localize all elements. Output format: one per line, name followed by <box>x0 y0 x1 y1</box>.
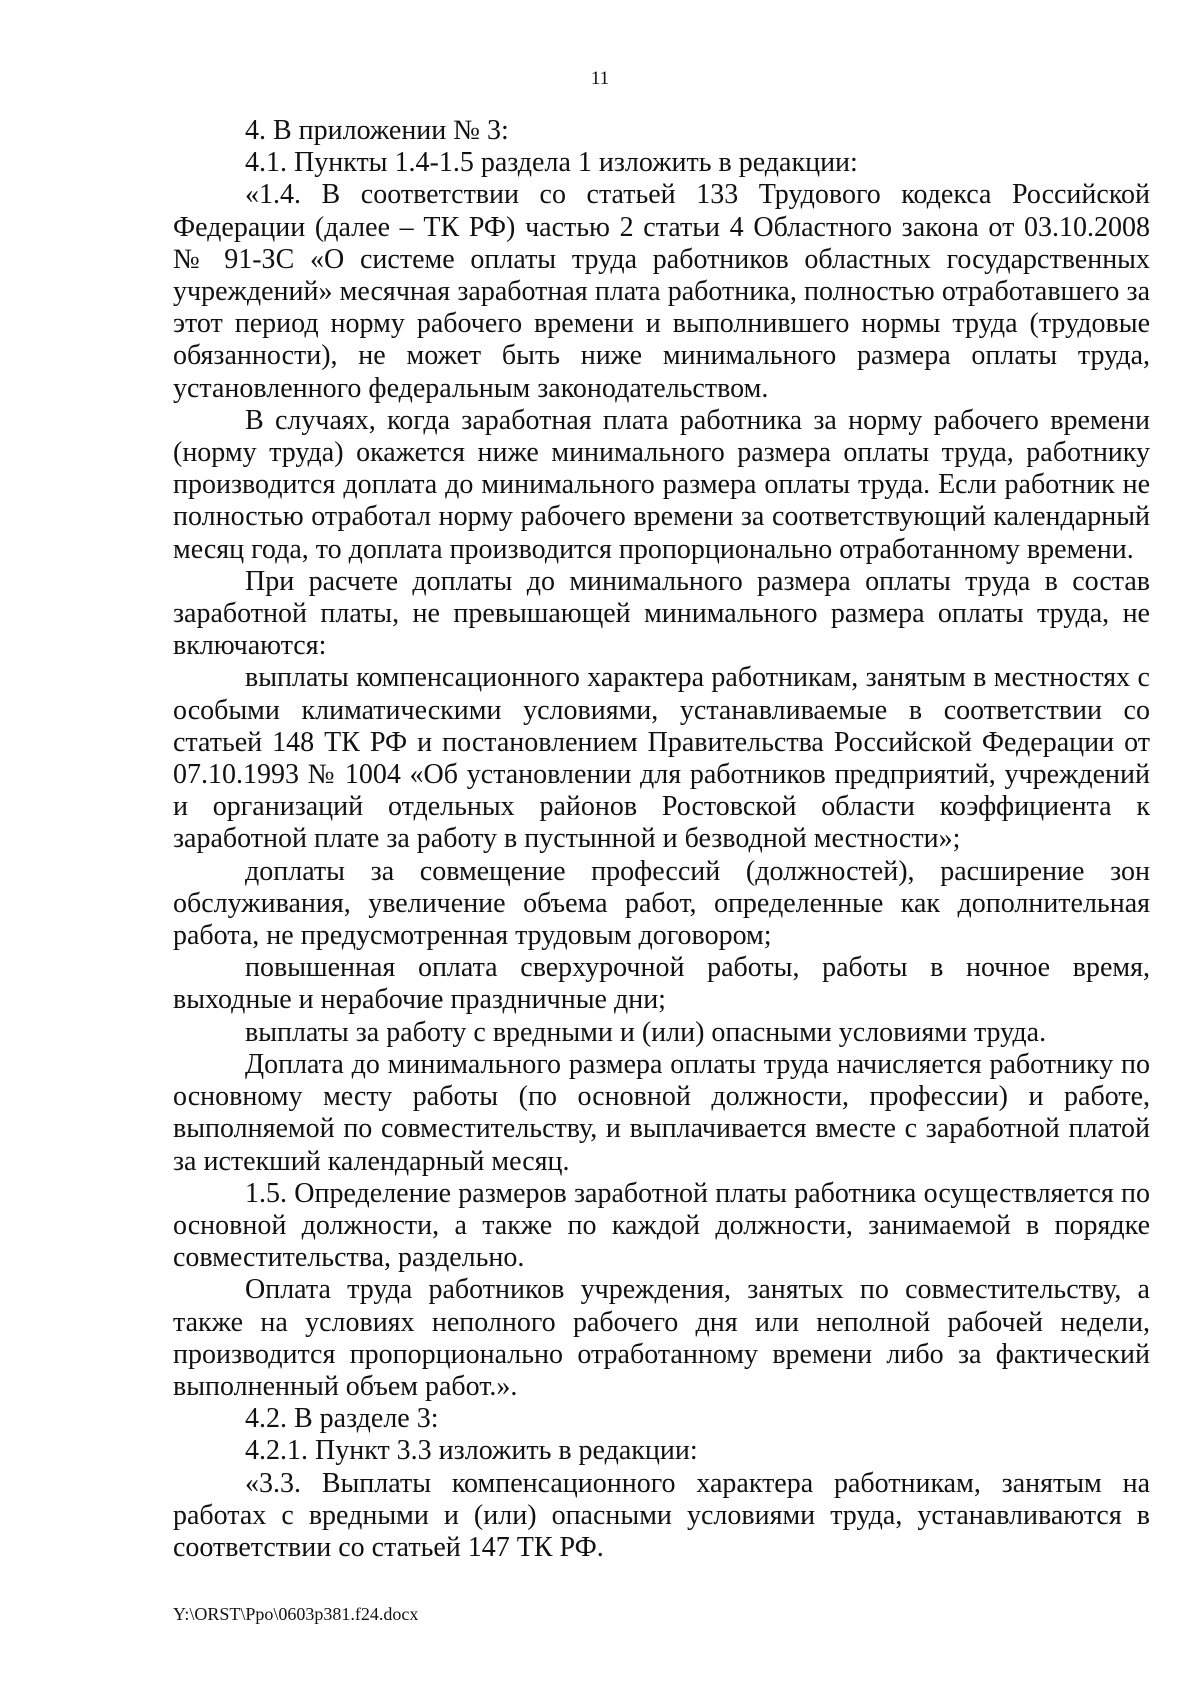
document-body <box>173 115 1150 1564</box>
paragraph: 4.2. В разделе 3: <box>245 1403 439 1435</box>
paragraph: повышенная оплата сверхурочной работы, работы в ночное время, выходные и нерабочие праздничные дни; <box>173 952 1150 1016</box>
paragraph: «1.4. В соответствии со статьей 133 Трудового кодекса Российской Федерации (далее – ТК РФ) частью 2 статьи 4 Областного закона от 03.10.2008 № 91-ЗС «О системе оплаты труда работников областных государственных учреждений» месячная заработная плата работника, полностью отработавшего за этот период норму рабочего времени и выполнившего нормы труда (трудовые обязанности), не может быть ниже минимального размера оплаты труда, установленного федеральным законодательством. <box>173 179 1150 404</box>
paragraph: доплаты за совмещение профессий (должностей), расширение зон обслуживания, увеличение объема работ, определенные как дополнительная работа, не предусмотренная трудовым договором; <box>173 855 1150 952</box>
paragraph: 1.5. Определение размеров заработной платы работника осуществляется по основной должности, а также по каждой должности, занимаемой в порядке совместительства, раздельно. <box>173 1177 1150 1274</box>
paragraph: выплаты за работу с вредными и (или) опасными условиями труда. <box>245 1016 1047 1048</box>
paragraph: При расчете доплаты до минимального размера оплаты труда в состав заработной платы, не превышающей минимального размера оплаты труда, не включаются: <box>173 565 1150 662</box>
paragraph: 4.1. Пункты 1.4-1.5 раздела 1 изложить в редакции: <box>245 147 858 179</box>
paragraph: Оплата труда работников учреждения, занятых по совместительству, а также на условиях неполного рабочего дня или неполной рабочей недели, производится пропорционально отработанному времени либо за фактический выполненный объем работ.». <box>173 1274 1150 1402</box>
paragraph: В случаях, когда заработная плата работника за норму рабочего времени (норму труда) окажется ниже минимального размера оплаты труда, работнику производится доплата до минимального размера оплаты труда. Если работник не полностью отработал норму рабочего времени за соответствующий календарный месяц года, то доплата производится пропорционально отработанному времени. <box>173 404 1150 565</box>
paragraph: «3.3. Выплаты компенсационного характера работникам, занятым на работах с вредными и (или) опасными условиями труда, устанавливаются в соответствии со статьей 147 ТК РФ. <box>173 1467 1150 1563</box>
paragraph: выплаты компенсационного характера работникам, занятым в местностях с особыми климатическими условиями, устанавливаемые в соответствии со статьей 148 ТК РФ и постановлением Правительства Российской Федерации от 07.10.1993 № 1004 «Об установлении для работников предприятий, учреждений и организаций отдельных районов Ростовской области коэффициента к заработной плате за работу в пустынной и безводной местности»; <box>173 662 1150 855</box>
paragraph: 4.2.1. Пункт 3.3 изложить в редакции: <box>245 1435 698 1467</box>
page-number: 11 <box>590 68 610 89</box>
paragraph: 4. В приложении № 3: <box>245 115 509 146</box>
paragraph: Доплата до минимального размера оплаты труда начисляется работнику по основному месту работы (по основной должности, профессии) и работе, выполняемой по совместительству, и выплачивается вместе с заработной платой за истекший календарный месяц. <box>173 1048 1150 1177</box>
footer-file-path: Y:\ORST\Ppo\0603p381.f24.docx <box>173 1604 419 1624</box>
